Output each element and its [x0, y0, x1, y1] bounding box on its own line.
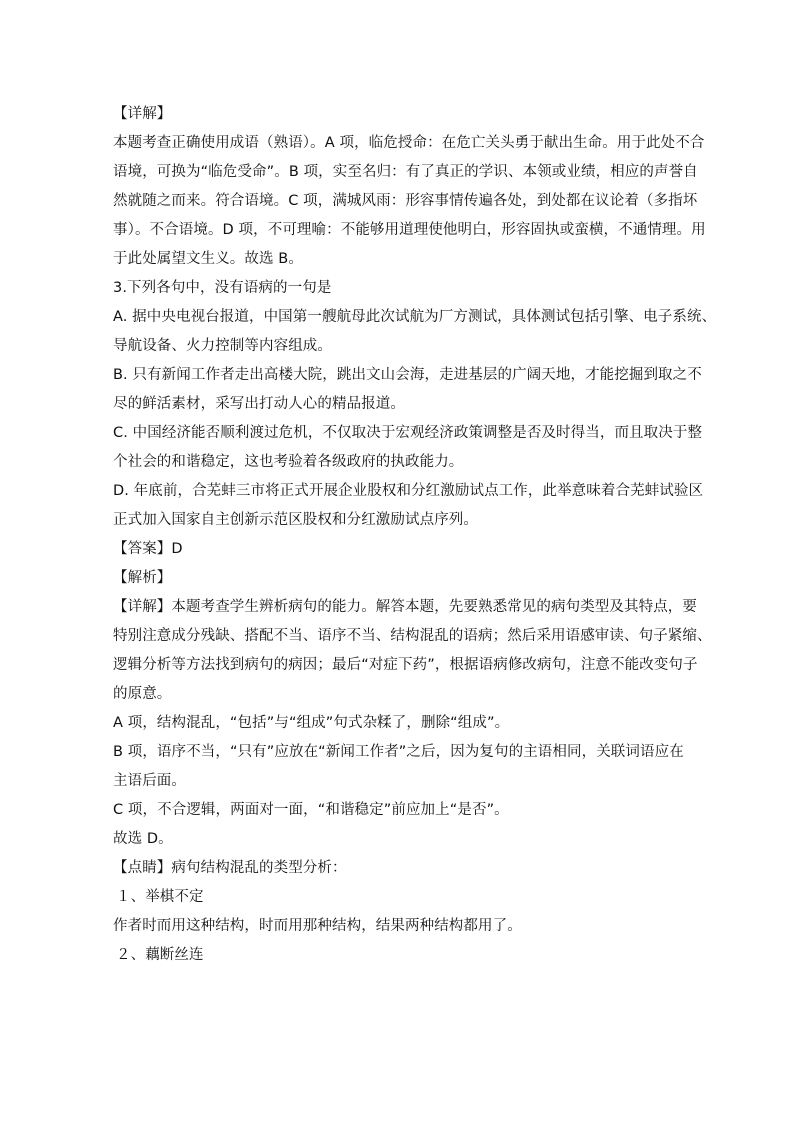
paragraph-line: B 项，语序不当，“只有”应放在“新闻工作者”之后，因为复句的主语相同，关联词语应在	[113, 744, 684, 760]
option-d-line: D. 年底前，合芜蚌三市将正式开展企业股权和分红激励试点工作，此举意味着合芜蚌试验区	[113, 483, 704, 499]
paragraph-line: 【点睛】病句结构混乱的类型分析：	[113, 860, 347, 876]
paragraph-line: 特别注意成分残缺、搭配不当、语序不当、结构混乱的语病；然后采用语感审读、句子紧缩、	[113, 628, 712, 644]
question-stem: 3.下列各句中，没有语病的一句是	[113, 280, 332, 296]
paragraph-line: 事）。不合语境。D 项，不可理喻：不能够用道理使他明白，形容固执或蛮横，不通情理。用	[113, 222, 706, 238]
paragraph-line: 的原意。	[113, 686, 172, 702]
paragraph-line: A 项，结构混乱，“包括”与“组成”句式杂糅了，删除“组成”。	[113, 715, 510, 731]
paragraph-line: 作者时而用这种结构，时而用那种结构，结果两种结构都用了。	[113, 918, 522, 934]
paragraph-line: 于此处属望文生义。故选 B。	[113, 251, 303, 267]
paragraph-line: 然就随之而来。符合语境。C 项，满城风雨：形容事情传遍各处，到处都在议论着（多指坏	[113, 193, 698, 209]
option-a-line: 导航设备、火力控制等内容组成。	[113, 338, 332, 354]
paragraph-line: 故选 D。	[113, 831, 173, 847]
paragraph-line: 主语后面。	[113, 773, 186, 789]
option-b-line: B. 只有新闻工作者走出高楼大院，跳出文山会海，走进基层的广阔天地，才能挖掘到取之不	[113, 367, 702, 383]
option-c-line: C. 中国经济能否顺利渡过危机，不仅取决于宏观经济政策调整是否及时得当，而且取决于整	[113, 425, 703, 441]
list-item-heading: １、举棋不定	[116, 889, 204, 905]
option-a-line: A. 据中央电视台报道，中国第一艘航母此次试航为厂方测试，具体测试包括引擎、电子系统、	[113, 309, 717, 325]
option-d-line: 正式加入国家自主创新示范区股权和分红激励试点序列。	[113, 512, 478, 528]
section-heading-detail: 【详解】	[113, 106, 172, 122]
paragraph-line: 语境，可换为“临危受命”。B 项，实至名归：有了真正的学识、本领或业绩，相应的声誉自	[113, 164, 698, 180]
paragraph-line: 逻辑分析等方法找到病句的病因；最后“对症下药”，根据语病修改病句，注意不能改变句子	[113, 657, 698, 673]
answer-line: 【答案】D	[113, 541, 183, 557]
option-c-line: 个社会的和谐稳定，这也考验着各级政府的执政能力。	[113, 454, 464, 470]
paragraph-line: 本题考查正确使用成语（熟语）。A 项，临危授命：在危亡关头勇于献出生命。用于此处不合	[113, 135, 705, 151]
section-heading-analysis: 【解析】	[113, 570, 172, 586]
paragraph-line: 【详解】本题考查学生辨析病句的能力。解答本题，先要熟悉常见的病句类型及其特点，要	[113, 599, 697, 615]
paragraph-line: C 项，不合逻辑，两面对一面，“和谐稳定”前应加上“是否”。	[113, 802, 509, 818]
list-item-heading: ２、藕断丝连	[116, 947, 204, 963]
option-b-line: 尽的鲜活素材，采写出打动人心的精品报道。	[113, 396, 405, 412]
